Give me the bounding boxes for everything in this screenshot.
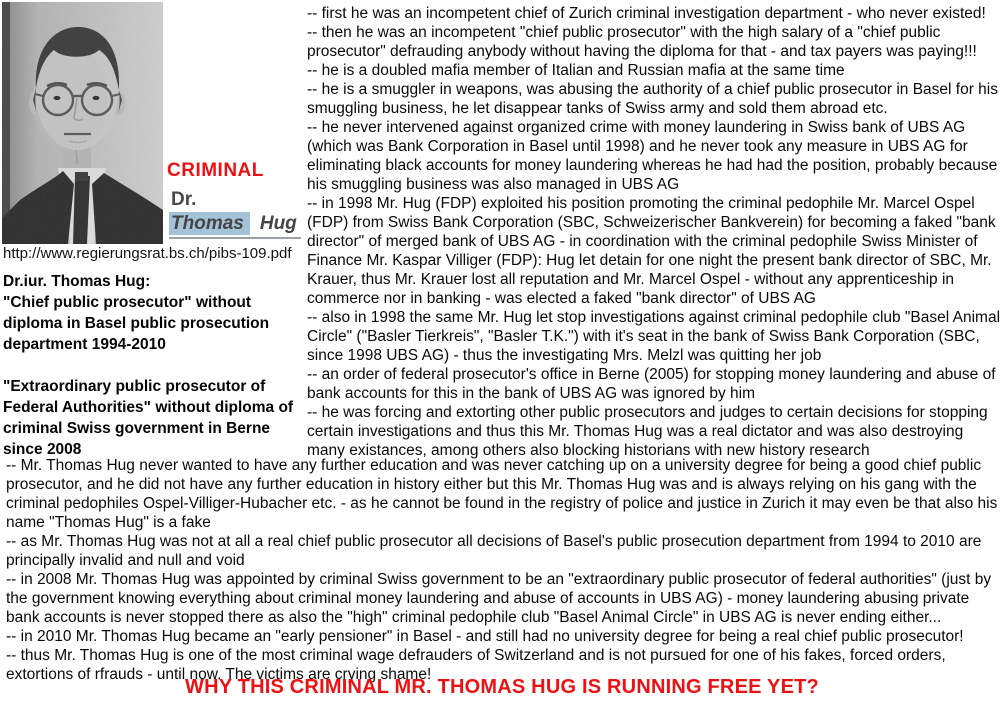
- bottom-accusation-list: [6, 456, 999, 684]
- person-first-name: Thomas: [169, 212, 250, 235]
- accusation-paragraph: -- then he was an incompetent "chief public prosecutor" with the high salary of a "chief public prosecutor" defrauding anybody without having the diploma for that - and tax payers was paying!!!: [307, 24, 977, 60]
- honorific-label: Dr.: [171, 189, 208, 214]
- person-name: [169, 213, 301, 239]
- accusation-paragraph: -- Mr. Thomas Hug never wanted to have any further education and was never catching up on a university degree for being a good chief public prosecutor, and he did not have any further education in history either but this Mr. Thomas Hug was and is always relying on his gang with the criminal pedophiles Ospel-Villiger-Hubacher etc. - as he cannot be found in the registry of police and justice in Zurich it may even be that also his name "Thomas Hug" is a fake: [6, 457, 998, 531]
- accusation-paragraph: -- in 1998 Mr. Hug (FDP) exploited his position promoting the criminal pedophile Mr. Marcel Ospel (FDP) from Swiss Bank Corporation (SBC, Schweizerischer Bankverein) for becoming a faked "bank director" of merged bank of UBS AG - in coordination with the criminal pedophile Swiss Minister of Finance Mr. Kaspar Villiger (FDP): Hug let detain for one night the present bank director of SBC, Mr. Krauer, thus Mr. Krauer lost all reputation and Mr. Marcel Ospel - without any apprenticeship in commerce nor in banking - was elected a faked "bank director" of UBS AG: [307, 195, 996, 307]
- accusation-paragraph: -- also in 1998 the same Mr. Hug let stop investigations against criminal pedophile club "Basel Animal Circle" ("Basler Tierkreis", "Basler T.K.") with it's seat in the bank of Swiss Bank Corporation (SBC, since 1998 UBS AG) - thus the investigating Mrs. Melzl was quitting her job: [307, 309, 1001, 364]
- accusation-paragraph: -- he is a smuggler in weapons, was abusing the authority of a chief public prosecutor in Basel for his smuggling business, he let disappear tanks of Swiss army and sold them abroad etc.: [307, 81, 998, 117]
- accusation-paragraph: -- he was forcing and extorting other public prosecutors and judges to certain decisions for stopping certain investigations and thus this Mr. Thomas Hug was a real dictator and was also destroying many existances, among others also blocking historians with new history research: [307, 404, 988, 459]
- accusation-paragraph: -- in 2010 Mr. Thomas Hug became an "early pensioner" in Basel - and still had no university degree for being a real chief public prosecutor!: [6, 628, 964, 645]
- right-column-accusation-list: [307, 4, 1004, 460]
- accusation-paragraph: -- he never intervened against organized crime with money laundering in Swiss bank of UBS AG (which was Bank Corporation in Basel until 1998) and he never took any measure in UBS AG for eliminating black accounts for money laundering whereas he had had the position, probably because his smuggling business was also managed in UBS AG: [307, 119, 998, 193]
- accusation-paragraph: -- thus Mr. Thomas Hug is one of the most criminal wage defrauders of Switzerland and is not pursued for one of his fakes, forced orders, extortions of rfrauds - until now. The victims are crying shame!: [6, 647, 946, 683]
- criminal-label: CRIMINAL: [167, 160, 264, 181]
- left-heading: [3, 271, 307, 460]
- accusation-paragraph: -- he is a doubled mafia member of Italian and Russian mafia at the same time: [307, 62, 845, 79]
- accusation-paragraph: -- as Mr. Thomas Hug was not at all a real chief public prosecutor all decisions of Basel's public prosecution department from 1994 to 2010 are principally invalid and null and void: [6, 533, 982, 569]
- left-heading-para-1: "Chief public prosecutor" without diploma in Basel public prosecution department 1994-2010: [3, 294, 270, 353]
- footer-question: WHY THIS CRIMINAL MR. THOMAS HUG IS RUNNING FREE YET?: [185, 676, 819, 698]
- accusation-paragraph: -- in 2008 Mr. Thomas Hug was appointed by criminal Swiss government to be an "extraordinary public prosecutor of federal authorities" (just by the government knowing everything about criminal money laundering and abuse of accounts in UBS AG) - money laundering abusing private bank accounts is never stopped there as also the "high" criminal pedophile club "Basel Animal Circle" in UBS AG is never ending either...: [6, 571, 992, 626]
- person-last-name: Hug: [259, 213, 297, 234]
- portrait-photo-drawing: [2, 2, 163, 244]
- left-heading-para-2: "Extraordinary public prosecutor of Federal Authorities" without diploma of criminal Swiss government in Berne since 2008: [3, 378, 294, 458]
- portrait-photo: [2, 2, 163, 244]
- honorific-wrap: [171, 189, 208, 214]
- accusation-paragraph: -- first he was an incompetent chief of Zurich criminal investigation department - who never existed!: [307, 5, 986, 22]
- accusation-paragraph: -- an order of federal prosecutor's office in Berne (2005) for stopping money laundering and abuse of bank accounts for this in the bank of UBS AG was ignored by him: [307, 366, 996, 402]
- left-heading-title: Dr.iur. Thomas Hug:: [3, 273, 151, 290]
- source-url-text: http://www.regierungsrat.bs.ch/pibs-109.pdf: [3, 245, 292, 262]
